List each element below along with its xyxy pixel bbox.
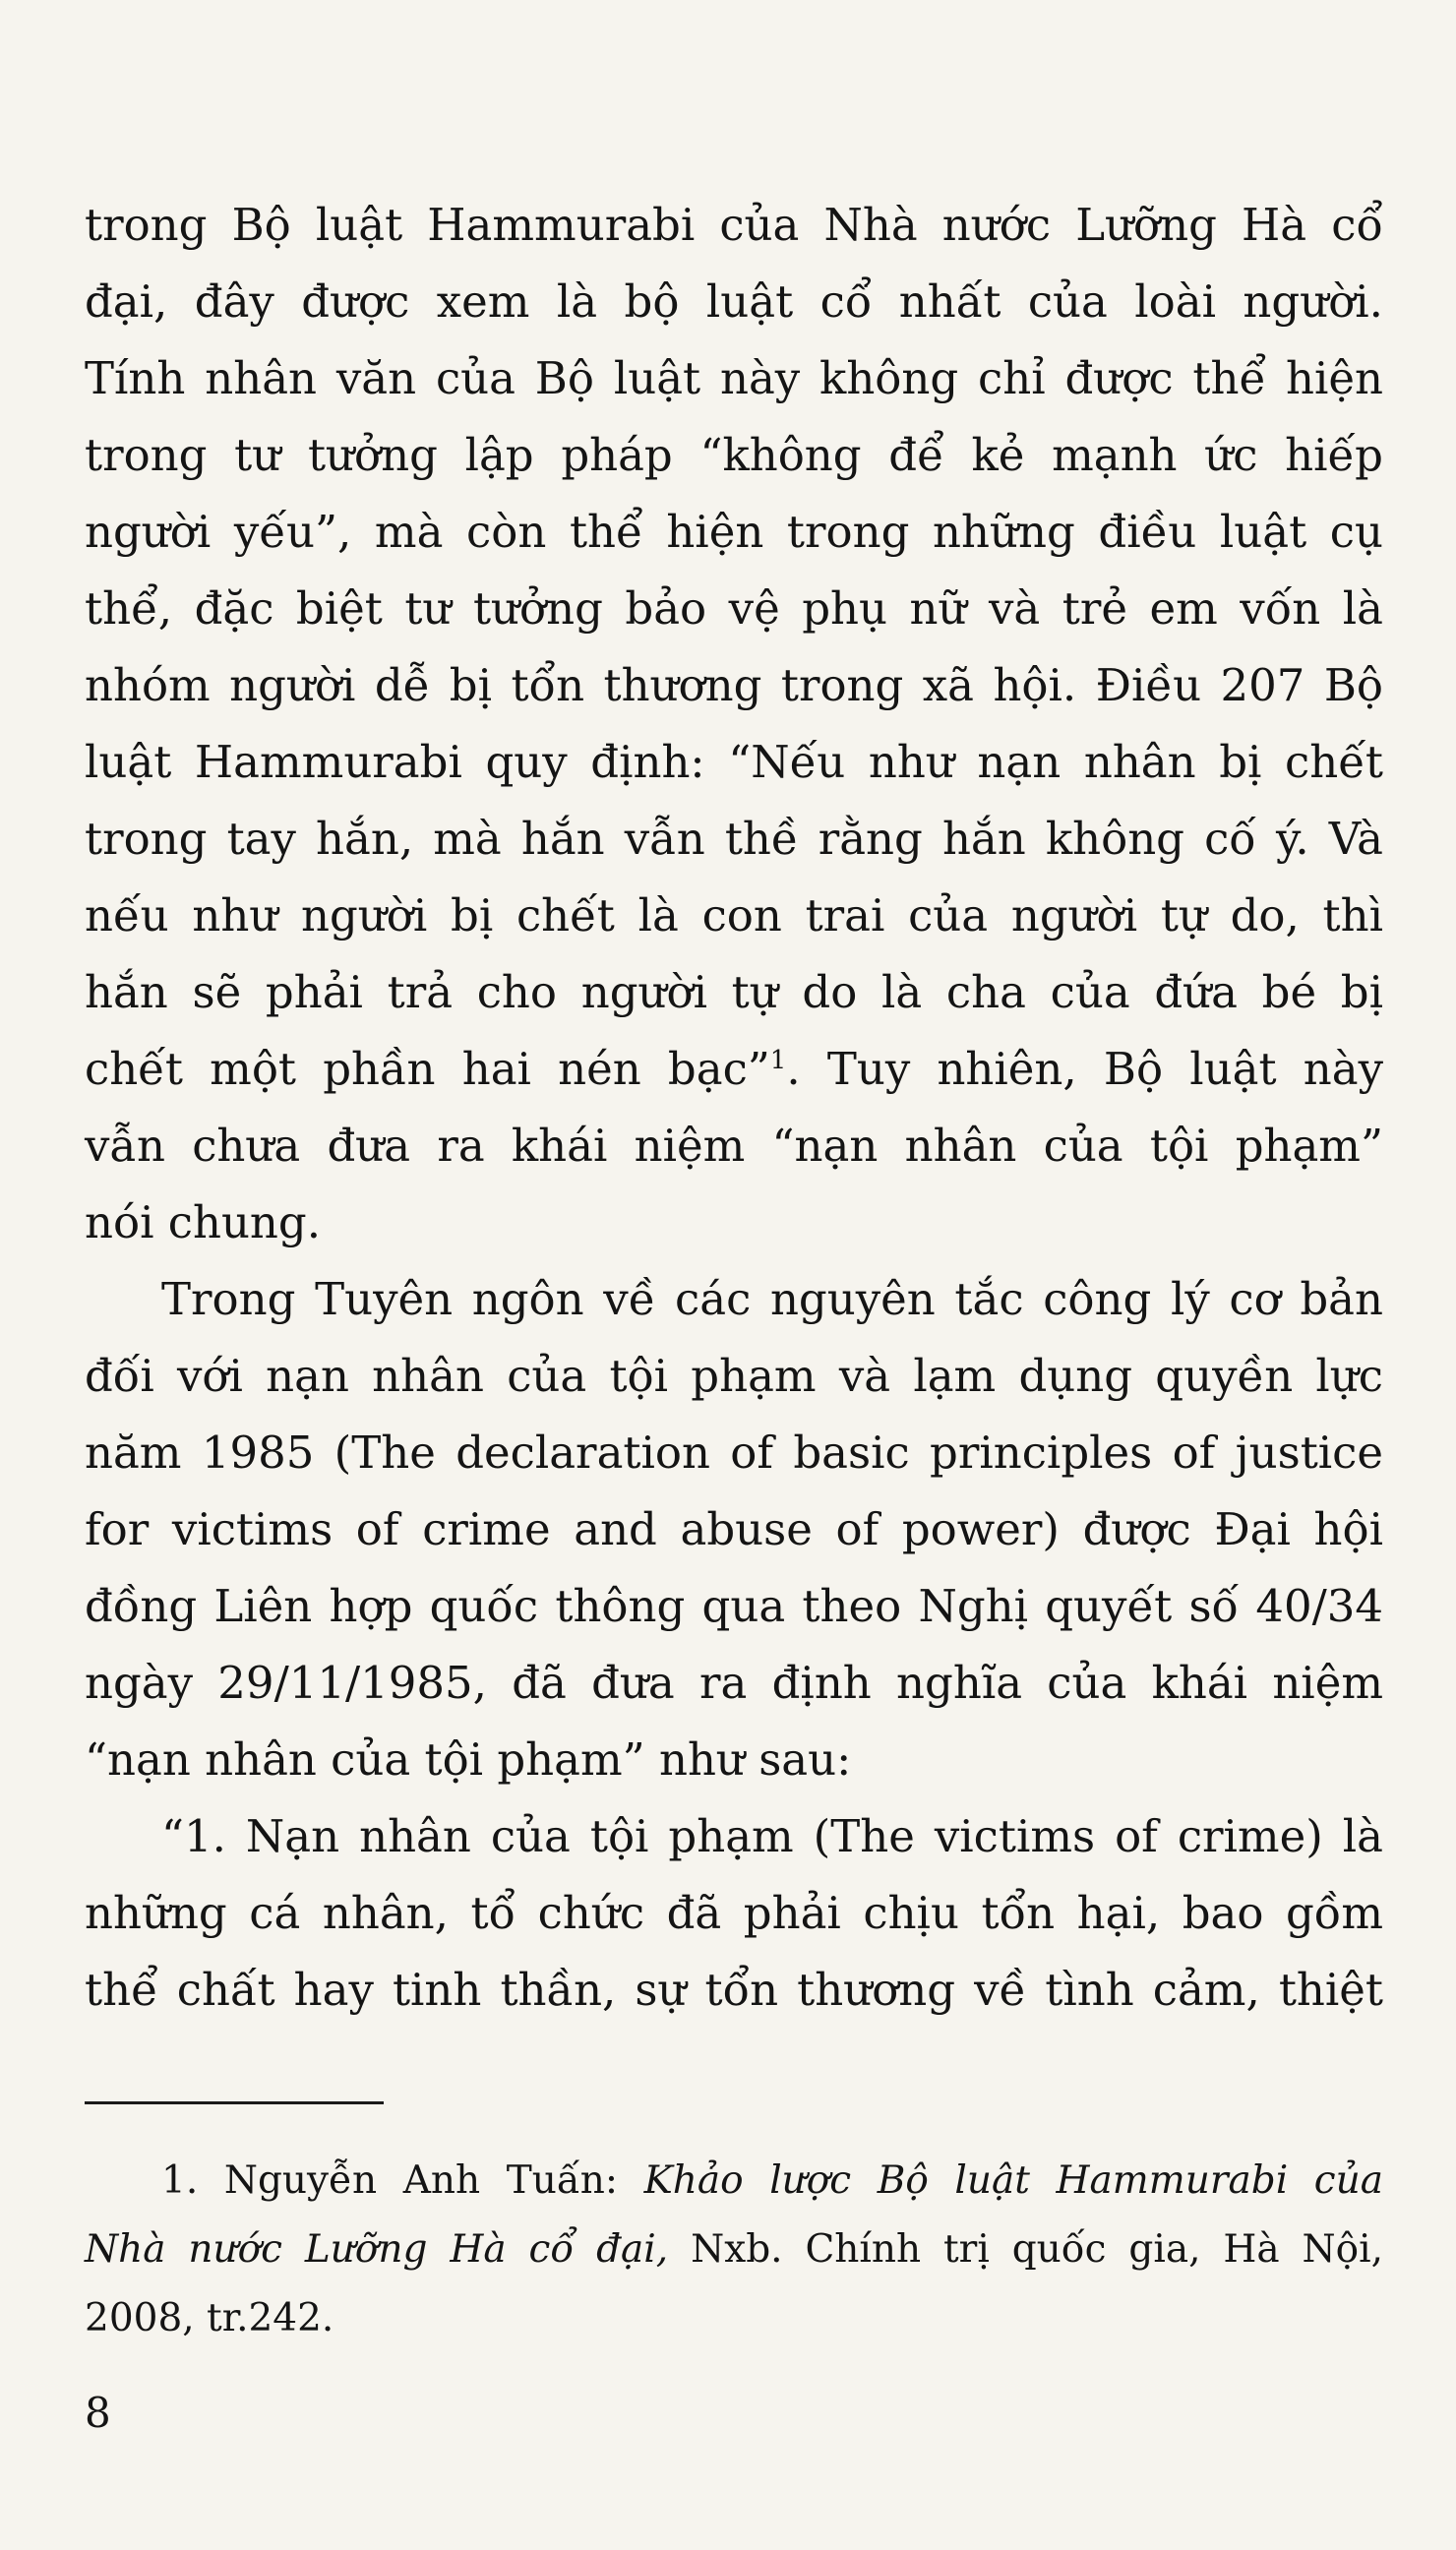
text-line-with-footnote-ref (85, 1031, 1383, 1108)
text-line: “nạn nhân của tội phạm” như sau: (85, 1733, 852, 1786)
footnote-divider (85, 2101, 384, 2104)
footnote (85, 2147, 1383, 2353)
text-line: những cá nhân, tổ chức đã phải chịu tổn hại, bao gồm (85, 1887, 1383, 1939)
text-line: vẫn chưa đưa ra khái niệm “nạn nhân của tội phạm” (85, 1120, 1383, 1172)
text-segment: chết một phần hai nén bạc” (85, 1043, 770, 1095)
text-line: đại, đây được xem là bộ luật cổ nhất của loài người. (85, 275, 1383, 328)
text-line: nhóm người dễ bị tổn thương trong xã hội. Điều 207 Bộ (85, 659, 1383, 711)
text-line: hắn sẽ phải trả cho người tự do là cha của đứa bé bị (85, 966, 1383, 1018)
paragraph-start-line: “1. Nạn nhân của tội phạm (The victims of crime) là (161, 1810, 1383, 1862)
text-line: nếu như người bị chết là con trai của người tự do, thì (85, 889, 1383, 941)
text-line: đối với nạn nhân của tội phạm và lạm dụng quyền lực (85, 1350, 1383, 1402)
text-line: for victims of crime and abuse of power) được Đại hội (85, 1503, 1383, 1555)
footnote-line (85, 2216, 1383, 2284)
footnote-publisher: Nxb. Chính trị quốc gia, Hà Nội, (668, 2227, 1383, 2272)
paragraph-start-line: Trong Tuyên ngôn về các nguyên tắc công lý cơ bản (161, 1273, 1383, 1325)
text-segment: . Tuy nhiên, Bộ luật này (786, 1043, 1383, 1095)
main-text (85, 187, 1383, 2029)
footnote-line: 2008, tr.242. (85, 2296, 334, 2340)
footnote-title: Nhà nước Lưỡng Hà cổ đại, (85, 2227, 669, 2272)
text-line: thể chất hay tinh thần, sự tổn thương về tình cảm, thiệt (85, 1964, 1383, 2016)
text-line: người yếu”, mà còn thể hiện trong những điều luật cụ (85, 506, 1383, 558)
text-line: năm 1985 (The declaration of basic principles of justice (85, 1427, 1383, 1479)
text-line: ngày 29/11/1985, đã đưa ra định nghĩa của khái niệm (85, 1657, 1383, 1709)
footnote-number: 1. (161, 2158, 224, 2203)
text-line: luật Hammurabi quy định: “Nếu như nạn nhân bị chết (85, 736, 1383, 788)
text-line: trong Bộ luật Hammurabi của Nhà nước Lưỡng Hà cổ (85, 199, 1383, 251)
text-line: đồng Liên hợp quốc thông qua theo Nghị quyết số 40/34 (85, 1580, 1383, 1632)
text-line: trong tay hắn, mà hắn vẫn thề rằng hắn không cố ý. Và (85, 813, 1383, 865)
text-line: trong tư tưởng lập pháp “không để kẻ mạnh ức hiếp (85, 429, 1383, 481)
footnote-line (85, 2147, 1383, 2216)
footnote-author: Nguyễn Anh Tuấn: (223, 2158, 644, 2203)
text-line: thể, đặc biệt tư tưởng bảo vệ phụ nữ và trẻ em vốn là (85, 582, 1383, 635)
text-line: nói chung. (85, 1196, 322, 1248)
footnote-reference: 1 (769, 1046, 787, 1075)
footnote-title: Khảo lược Bộ luật Hammurabi của (643, 2158, 1384, 2203)
page-number: 8 (85, 2389, 111, 2437)
text-line: Tính nhân văn của Bộ luật này không chỉ được thể hiện (85, 352, 1383, 404)
